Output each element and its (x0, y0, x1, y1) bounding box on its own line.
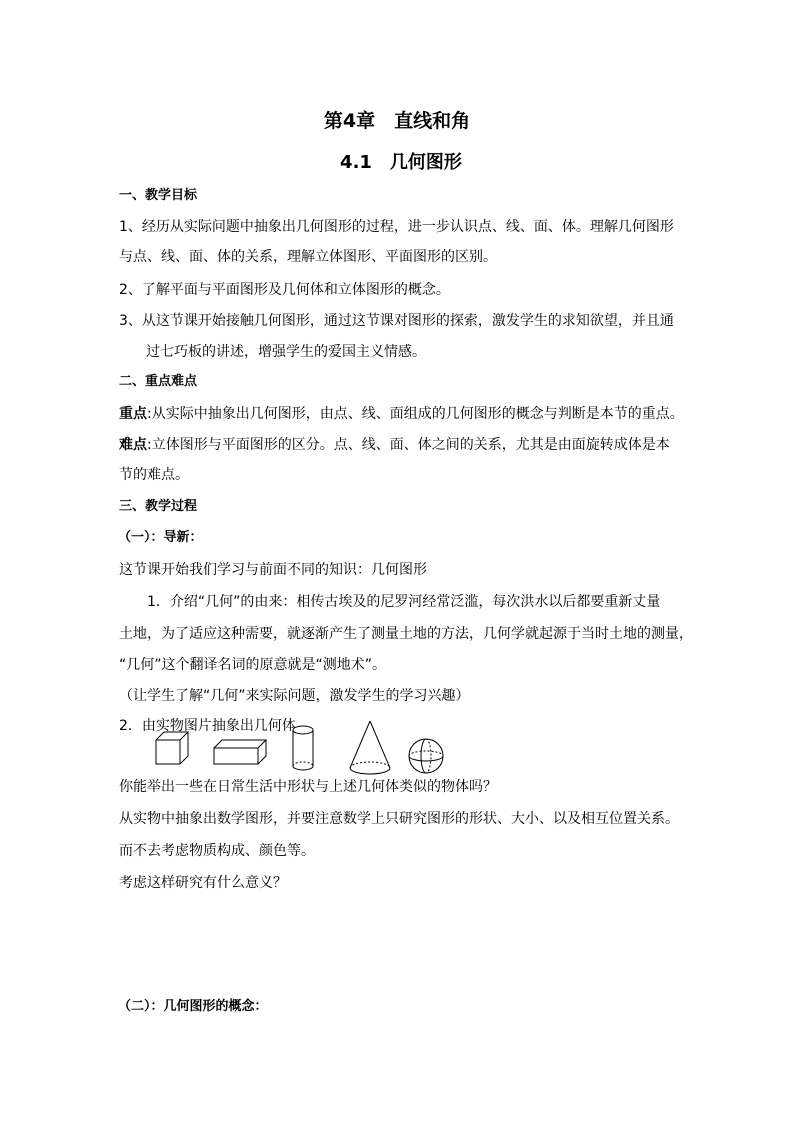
para-1-note: （让学生了解“几何”来实际问题，激发学生的学习兴趣） (119, 688, 470, 704)
para-3-line-1: 从实物中抽象出数学图形，并要注意数学上只研究图形的形状、大小、以及相互位置关系。 (119, 811, 679, 827)
key-point (119, 404, 684, 424)
para-3-line-2: 而不去考虑物质构成、颜色等。 (119, 843, 315, 859)
question-1: 你能举出一些在日常生活中形状与上述几何体类似的物体吗？ (119, 779, 497, 795)
goal-1-line-2: 与点、线、面、体的关系，理解立体图形、平面图形的区别。 (119, 249, 497, 265)
cylinder-icon (293, 726, 313, 770)
difficult-point-line-1 (119, 435, 670, 455)
goal-1-line-1: 1、经历从实际问题中抽象出几何图形的过程，进一步认识点、线、面、体。理解几何图形 (119, 219, 674, 235)
sphere-icon (409, 739, 443, 773)
difficult-label: 难点 (119, 437, 147, 453)
cuboid-icon (214, 740, 266, 764)
para-2: 2．由实物图片抽象出几何体 (119, 718, 296, 734)
cone-icon (350, 721, 390, 774)
difficult-text: :立体图形与平面图形的区分。点、线、面、体之间的关系，尤其是由面旋转成体是本 (147, 437, 670, 453)
intro-text: 这节课开始我们学习与前面不同的知识：几何图形 (119, 562, 427, 578)
part-2-heading: （二）：几何图形的概念： (118, 999, 268, 1014)
goal-3-line-2: 过七巧板的讲述，增强学生的爱国主义情感。 (146, 344, 426, 360)
question-2: 考虑这样研究有什么意义？ (119, 875, 287, 891)
cube-icon (156, 732, 188, 764)
heading-key-points: 二、重点难点 (119, 374, 198, 389)
chapter-title: 第4章 直线和角 (323, 110, 471, 132)
difficult-point-line-2: 节的难点。 (119, 467, 189, 483)
para-1-line-2: 土地，为了适应这种需要，就逐渐产生了测量土地的方法，几何学就起源于当时土地的测量， (119, 626, 693, 642)
section-title: 4.1 几何图形 (340, 152, 462, 173)
key-label: 重点 (119, 406, 147, 422)
part-1-heading: （一）：导新： (118, 530, 203, 545)
heading-teaching-process: 三、教学过程 (119, 499, 198, 514)
key-text: :从实际中抽象出几何图形，由点、线、面组成的几何图形的概念与判断是本节的重点。 (147, 406, 684, 422)
para-1-line-3: “几何”这个翻译名词的原意就是“测地术”。 (119, 657, 387, 673)
solid-figures-drawing (150, 718, 450, 778)
solid-figures (150, 718, 450, 778)
goal-2: 2、了解平面与平面图形及几何体和立体图形的概念。 (119, 282, 450, 298)
goal-3-line-1: 3、从这节课开始接触几何图形，通过这节课对图形的探索，激发学生的求知欲望，并且通 (119, 313, 674, 329)
para-1-line-1: 1．介绍“几何”的由来：相传古埃及的尼罗河经常泛滥，每次洪水以后都要重新丈量 (147, 594, 661, 610)
heading-teaching-goals: 一、教学目标 (119, 188, 198, 203)
